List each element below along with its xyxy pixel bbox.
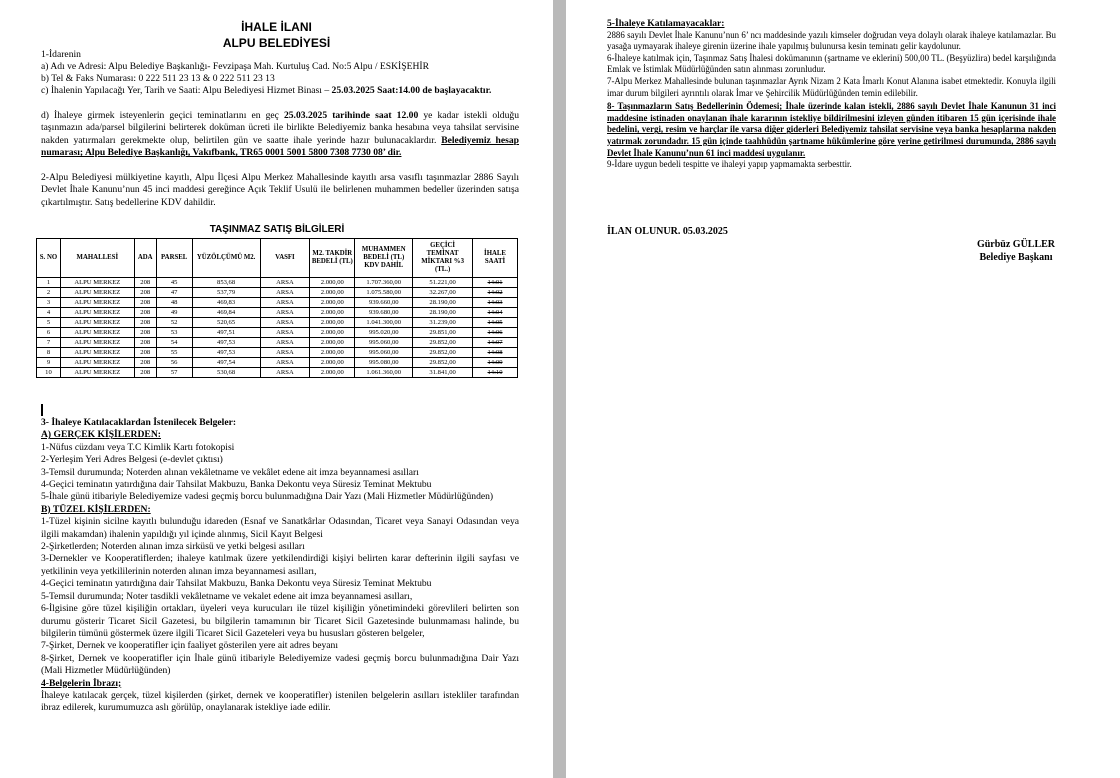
- table-header-cell: M2. TAKDİR BEDELİ (TL): [310, 239, 355, 278]
- table-cell: 208: [134, 358, 156, 368]
- table-row: [37, 308, 518, 318]
- table-cell: ARSA: [260, 368, 310, 378]
- table-cell: 29.852,00: [413, 358, 473, 368]
- table-cell: 520,65: [192, 318, 260, 328]
- table-cell: ALPU MERKEZ: [60, 358, 134, 368]
- table-cell: 3: [37, 298, 61, 308]
- table-row: [37, 298, 518, 308]
- table-cell: 8: [37, 348, 61, 358]
- table-header-cell: GEÇİCİ TEMİNAT MİKTARI %3 (TL.): [413, 239, 473, 278]
- list-item: 2-Yerleşim Yeri Adres Belgesi (e-devlet çıktısı): [41, 454, 223, 466]
- table-header-cell: VASFI: [260, 239, 310, 278]
- table-cell: ARSA: [260, 358, 310, 368]
- table-cell: 14:09: [473, 358, 518, 368]
- bank-account: Belediyemiz hesap numarası; Alpu Belediye Başkanlığı, Vakıfbank, TR65 0001 5001 5800 7308 7730 08’ dir.: [41, 134, 520, 159]
- table-cell: 14:05: [473, 318, 518, 328]
- list-item: 5-Temsil durumunda; Noter tasdikli vekâletname ve vekalet edene ait imza beyannamesi asılları,: [41, 590, 413, 602]
- real-persons-list: [41, 442, 519, 504]
- table-cell: 14:01: [473, 278, 518, 288]
- table-cell: 208: [134, 338, 156, 348]
- address-line: a) Adı ve Adresi: Alpu Belediye Başkanlığı- Fevzipaşa Mah. Kurtuluş Cad. No:5 Alpu / ESKİŞEHİR: [41, 61, 429, 72]
- table-title: TAŞINMAZ SATIŞ BİLGİLERİ: [209, 224, 345, 235]
- table-cell: 497,53: [192, 348, 260, 358]
- table-cell: 208: [134, 348, 156, 358]
- table-cell: 2.000,00: [310, 358, 355, 368]
- table-cell: ARSA: [260, 348, 310, 358]
- table-cell: ALPU MERKEZ: [60, 278, 134, 288]
- table-cell: 530,68: [192, 368, 260, 378]
- table-header-cell: İHALE SAATİ: [473, 239, 518, 278]
- table-cell: 853,68: [192, 278, 260, 288]
- table-cell: 469,84: [192, 308, 260, 318]
- table-cell: 995.080,00: [355, 358, 413, 368]
- section-1-heading: 1-İdarenin: [41, 49, 81, 60]
- table-cell: 29.851,00: [413, 328, 473, 338]
- table-row: [37, 328, 518, 338]
- table-header-cell: ADA: [134, 239, 156, 278]
- list-item: 7-Şirket, Dernek ve kooperatifler için faaliyet gösterilen yere ait adres beyanı: [41, 640, 339, 652]
- table-cell: ARSA: [260, 338, 310, 348]
- table-cell: ALPU MERKEZ: [60, 348, 134, 358]
- document-page-1: [0, 0, 553, 778]
- table-cell: 14:10: [473, 368, 518, 378]
- list-item: 4-Geçici teminatın yatırdığına dair Tahsilat Makbuzu, Banka Dekontu veya Süresiz Teminat Mektubu: [41, 479, 432, 491]
- table-cell: 32.267,00: [413, 288, 473, 298]
- table-cell: 208: [134, 318, 156, 328]
- list-item: 3-Dernekler ve Kooperatiflerden; ihaleye katılmak üzere yetkilendirdiği kişiyi belirten karar defterinin ilgili sayfası ve yetkilinin veya yetkililerinin noterden alınan imza beyannamesi asılları,: [41, 553, 519, 577]
- table-row: [37, 348, 518, 358]
- table-cell: 1.041.300,00: [355, 318, 413, 328]
- section-5-heading: 5-İhaleye Katılamayacaklar:: [607, 18, 725, 29]
- table-cell: 939.680,00: [355, 308, 413, 318]
- section-4-text: İhaleye katılacak gerçek, tüzel kişilerden (şirket, dernek ve kooperatifler) istenilen belgelerin asılları istekliler tarafından ibraz edilerek, kurumumuzca aslı görülüp, onaylanarak istekliye iade edilir.: [41, 689, 519, 714]
- table-cell: ARSA: [260, 298, 310, 308]
- table-cell: 49: [156, 308, 192, 318]
- table-row: [37, 358, 518, 368]
- table-header-row: [37, 239, 518, 278]
- table-row: [37, 338, 518, 348]
- table-cell: ALPU MERKEZ: [60, 318, 134, 328]
- table-cell: ARSA: [260, 288, 310, 298]
- table-cell: ALPU MERKEZ: [60, 338, 134, 348]
- table-cell: 1.061.360,00: [355, 368, 413, 378]
- table-cell: 31.841,00: [413, 368, 473, 378]
- table-cell: 208: [134, 298, 156, 308]
- table-cell: 51.221,00: [413, 278, 473, 288]
- table-cell: 57: [156, 368, 192, 378]
- table-cell: 54: [156, 338, 192, 348]
- table-cell: 2: [37, 288, 61, 298]
- list-item: 5-İhale günü itibariyle Belediyemize vadesi geçmiş borcu bulunmadığına Dair Yazı (Mali Hizmetler Müdürlüğünden): [41, 491, 494, 503]
- table-cell: 53: [156, 328, 192, 338]
- table-cell: 995.060,00: [355, 338, 413, 348]
- table-cell: ARSA: [260, 318, 310, 328]
- section-3a-heading: A) GERÇEK KİŞİLERDEN:: [41, 429, 161, 441]
- table-row: [37, 288, 518, 298]
- tender-place-text: c) İhalenin Yapılacağı Yer, Tarih ve Saati: Alpu Belediyesi Hizmet Binası –: [41, 85, 332, 96]
- signer-name: Gürbüz GÜLLER: [976, 239, 1056, 250]
- section-6-text: 6-İhaleye katılmak için, Taşınmaz Satış İhalesi dokümanının (şartname ve eklerini) 500,00 TL. (Beşyüzlira) bedel karşılığında Emlak ve İstimlak Müdürlüğünden satın alınması zorunludur.: [607, 52, 1056, 75]
- signature-block: [961, 238, 1071, 264]
- table-cell: 2.000,00: [310, 308, 355, 318]
- list-item: 2-Şirketlerden; Noterden alınan imza sirküsü ve yetki belgesi asılları: [41, 541, 305, 553]
- page-divider: [553, 0, 566, 778]
- table-cell: 28.190,00: [413, 308, 473, 318]
- section-7-text: 7-Alpu Merkez Mahallesinde bulunan taşınmazlar Ayrık Nizam 2 Kata İmarlı Konut Alanına isabet etmektedir. Konuyla ilgili imar durum bilgileri ayrıntılı olarak İmar ve Şehircilik Müdürlüğünden temin edilebilir.: [607, 75, 1056, 98]
- notice-title: İHALE İLANI: [241, 20, 312, 34]
- table-cell: 14:04: [473, 308, 518, 318]
- section-3-heading: 3- İhaleye Katılacaklardan İstenilecek Belgeler:: [41, 417, 237, 428]
- table-header-cell: MUHAMMEN BEDELİ (TL) KDV DAHİL: [355, 239, 413, 278]
- table-cell: 208: [134, 368, 156, 378]
- tender-date-time: 25.03.2025 Saat:14.00 de başlayacaktır.: [331, 85, 492, 96]
- table-cell: 939.660,00: [355, 298, 413, 308]
- table-cell: 497,53: [192, 338, 260, 348]
- table-cell: 4: [37, 308, 61, 318]
- tender-place-line: [41, 85, 519, 97]
- table-cell: 14:08: [473, 348, 518, 358]
- table-cell: 2.000,00: [310, 298, 355, 308]
- table-cell: 2.000,00: [310, 338, 355, 348]
- table-cell: 9: [37, 358, 61, 368]
- table-cell: ALPU MERKEZ: [60, 288, 134, 298]
- section-5-text: 2886 sayılı Devlet İhale Kanunu’nun 6’ ncı maddesinde yazılı kimseler doğrudan veya dolaylı olarak ihaleye katılamazlar. Bu yasağa uymayarak ihaleye girenin üzerine ihale yapılmış bulunursa kesin teminatı gelir kaydolunur.: [607, 29, 1056, 52]
- table-cell: 47: [156, 288, 192, 298]
- table-cell: 6: [37, 328, 61, 338]
- table-cell: 208: [134, 278, 156, 288]
- phone-fax-line: b) Tel & Faks Numarası: 0 222 511 23 13 & 0 222 511 23 13: [41, 73, 275, 84]
- deposit-paragraph: [41, 110, 519, 160]
- table-header-cell: S. NO: [37, 239, 61, 278]
- list-item: 1-Nüfus cüzdanı veya T.C Kimlik Kartı fotokopisi: [41, 441, 235, 453]
- table-cell: ALPU MERKEZ: [60, 368, 134, 378]
- property-sale-table: [36, 238, 518, 378]
- municipality-title: ALPU BELEDİYESİ: [222, 36, 331, 50]
- table-cell: ALPU MERKEZ: [60, 308, 134, 318]
- section-9-text: 9-İdare uygun bedeli tespitte ve ihaleyi yapıp yapmamakta serbesttir.: [607, 159, 852, 170]
- table-cell: 1.075.580,00: [355, 288, 413, 298]
- table-cell: ARSA: [260, 328, 310, 338]
- list-item: 6-İlgisine göre tüzel kişiliğin ortakları, üyeleri veya kurucuları ile tüzel kişiliğin yönetimindeki görevlileri belirten son durumu gösterir Ticaret Sicil Gazetesi, bu bilgilerin tamamının bir Ticaret Sicil Gazetesinde bulunmaması halinde, bu bilgilerin tümünü göstermek üzere ilgili Ticaret Sicil Gazeteleri veya bu hususları gösteren belgeler,: [41, 603, 519, 639]
- table-cell: 2.000,00: [310, 318, 355, 328]
- table-cell: 14:06: [473, 328, 518, 338]
- table-cell: 208: [134, 328, 156, 338]
- signer-title: Belediye Başkanı: [979, 252, 1053, 263]
- table-cell: 469,83: [192, 298, 260, 308]
- table-cell: 1: [37, 278, 61, 288]
- document-page-2: [566, 0, 1120, 778]
- deposit-text-2: ye kadar istekli olduğu taşınmazın ada/parsel bilgilerini belirterek doküman ücreti ile birlikte Belediyemiz banka hesabına veya tahsilat servisine nakden yatırmaları gerekmekte olup, belirtilen gün ve saatte ihale yerinde hazır bulunacaklardır.: [41, 110, 519, 146]
- table-cell: 55: [156, 348, 192, 358]
- table-cell: 537,79: [192, 288, 260, 298]
- table-header-cell: YÜZÖLÇÜMÜ M2.: [192, 239, 260, 278]
- table-cell: 497,51: [192, 328, 260, 338]
- table-header-cell: PARSEL: [156, 239, 192, 278]
- table-row: [37, 278, 518, 288]
- table-cell: 48: [156, 298, 192, 308]
- table-header-cell: MAHALLESİ: [60, 239, 134, 278]
- table-cell: ARSA: [260, 308, 310, 318]
- list-item: 8-Şirket, Dernek ve kooperatifler için İhale günü itibariyle Belediyemize vadesi geçmiş borcu bulunmadığına Dair Yazı (Mali Hizmetler Müdürlüğünden): [41, 652, 519, 677]
- table-cell: 2.000,00: [310, 368, 355, 378]
- announcement-date: İLAN OLUNUR. 05.03.2025: [607, 226, 728, 237]
- table-cell: 7: [37, 338, 61, 348]
- text-cursor: [41, 404, 43, 416]
- table-cell: 31.239,00: [413, 318, 473, 328]
- section-3b-heading: B) TÜZEL KİŞİLERDEN:: [41, 503, 151, 515]
- table-row: [37, 318, 518, 328]
- table-cell: 208: [134, 308, 156, 318]
- section-3: [41, 417, 519, 715]
- table-cell: 14:02: [473, 288, 518, 298]
- table-cell: 29.852,00: [413, 348, 473, 358]
- table-cell: 56: [156, 358, 192, 368]
- table-cell: ALPU MERKEZ: [60, 328, 134, 338]
- table-cell: ALPU MERKEZ: [60, 298, 134, 308]
- table-cell: 995.020,00: [355, 328, 413, 338]
- table-cell: 14:07: [473, 338, 518, 348]
- table-cell: ARSA: [260, 278, 310, 288]
- table-cell: 10: [37, 368, 61, 378]
- deposit-text-1: d) İhaleye girmek isteyenlerin geçici teminatlarını en geç: [41, 110, 284, 121]
- table-cell: 14:03: [473, 298, 518, 308]
- list-item: 3-Temsil durumunda; Noterden alınan vekâletname ve vekâlet edene ait imza beyannamesi asılları: [41, 466, 419, 478]
- legal-entities-list: [41, 516, 519, 677]
- list-item: 4-Geçici teminatın yatırdığına dair Tahsilat Makbuzu, Banka Dekontu veya Süresiz Teminat Mektubu: [41, 578, 432, 590]
- table-cell: 2.000,00: [310, 288, 355, 298]
- page-2-body: [607, 18, 1056, 171]
- table-cell: 497,54: [192, 358, 260, 368]
- section-2-text: 2-Alpu Belediyesi mülkiyetine kayıtlı, Alpu İlçesi Alpu Merkez Mahallesinde kayıtlı arsa vasıflı taşınmazlar 2886 Sayılı Devlet İhale Kanunu’nun 45 inci maddesi gereğince Açık Teklif Usulü ile belirlenen muhammen bedeller üzerinden satışa çıkartılmıştır. Satış bedellerine KDV dahildir.: [41, 172, 519, 208]
- table-cell: 2.000,00: [310, 278, 355, 288]
- table-cell: 52: [156, 318, 192, 328]
- table-cell: 208: [134, 288, 156, 298]
- section-8-text: 8- Taşınmazların Satış Bedellerinin Ödemesi; İhale üzerinde kalan istekli, 2886 sayılı Devlet İhale Kanunun 31 inci maddesine istinaden onaylanan ihale kararının istekliye bildirilmesini izleyen günden itibaren 15 gün içerisinde ihale bedelini, vergi, resim ve harçlar ile varsa diğer giderleri Belediyemiz tahsilat servisine veya banka hesaplarına nakden yatırmak zorundadır. 15 gün içinde taahhüdün şartname hükümlerine göre yerine getirilmesi durumunda, 2886 sayılı Devlet İhale Kanunu’nun 61 inci maddesi uygulanır.: [607, 101, 1056, 158]
- deposit-deadline: 25.03.2025 tarihinde saat 12.00: [283, 110, 419, 121]
- table-cell: 2.000,00: [310, 328, 355, 338]
- table-cell: 1.707.360,00: [355, 278, 413, 288]
- section-4-heading: 4-Belgelerin İbrazı;: [41, 677, 122, 689]
- table-cell: 2.000,00: [310, 348, 355, 358]
- table-cell: 28.190,00: [413, 298, 473, 308]
- table-cell: 995.060,00: [355, 348, 413, 358]
- list-item: 1-Tüzel kişinin sicilne kayıtlı bulunduğu idareden (Esnaf ve Sanatkârlar Odasından, Ticaret veya Sanayi Odasından veya ilgili makamdan) ihalenin yapıldığı yıl içinde alınmış, Sicil Kayıt Belgesi: [41, 516, 519, 540]
- table-row: [37, 368, 518, 378]
- table-cell: 5: [37, 318, 61, 328]
- table-cell: 45: [156, 278, 192, 288]
- table-cell: 29.852,00: [413, 338, 473, 348]
